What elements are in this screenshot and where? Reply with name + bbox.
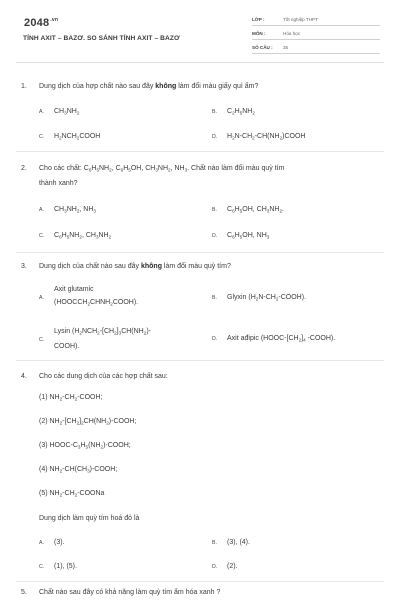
meta-subject-row [252, 30, 380, 40]
meta-grade-label: LỚP : [252, 17, 265, 22]
meta-count-value: 35 [283, 45, 289, 50]
q1-option-a-label[interactable]: A. [39, 109, 44, 115]
q3-option-a-label[interactable]: A. [39, 295, 44, 301]
question-4-prompt: Dung dịch làm quỳ tím hoá đỏ là [39, 515, 140, 522]
question-4-stem: Cho các dung dịch của các hợp chất sau: [39, 373, 168, 380]
q1-option-c-text[interactable]: $H_2NCH_2COOH$ [54, 133, 101, 141]
q2-option-a-label[interactable]: A. [39, 207, 44, 213]
question-4-item-5: (5) $NH_2-CH_2$-COONa [39, 490, 105, 498]
q2-option-d-text[interactable]: $C_6H_5OH$, $NH_3$ [227, 232, 270, 240]
q3-option-b-text[interactable]: Glyxin $(H_2N-CH_2-COOH)$. [227, 294, 307, 302]
q3-option-c-label[interactable]: C. [39, 337, 45, 343]
meta-subject-label: MÔN : [252, 31, 266, 36]
q3-option-c-text-line-1[interactable]: Lysin ($H_2NCH_2-[CH_2]_3CH(NH_2)-$ [54, 328, 151, 336]
q3-option-a-text-line-1[interactable]: Axit glutamic [54, 286, 94, 293]
question-4-item-2: (2) $NH_2-[CH_2]_2CH(NH_2)$-COOH; [39, 418, 137, 426]
question-3-stem: Dung dịch của chất nào sau đây không làm đổi màu quỳ tím? [39, 263, 231, 270]
q4-option-d-label[interactable]: D. [212, 564, 218, 570]
question-1-stem: Dung dịch của hợp chất nào sau đây không làm đổi màu giấy quì ẩm? [39, 83, 259, 90]
q2-option-c-text[interactable]: $C_6H_5NH_2$, $CH_3NH_2$ [54, 232, 112, 240]
q2-option-a-text[interactable]: $CH_3NH_2$, $NH_3$ [54, 206, 96, 214]
q1-option-a-text[interactable]: $CH_3NH_2$ [54, 108, 80, 116]
question-divider [16, 151, 384, 152]
q4-option-b-label[interactable]: B. [212, 540, 217, 546]
question-2-stem-line-1: Cho các chất: $C_6H_5NH_2$, $C_6H_5OH$, $CH_3NH_2$, $NH_3$. Chất nào làm đổi màu quỳ tím [39, 165, 285, 173]
question-5-number: 5. [21, 589, 27, 596]
q2-option-c-label[interactable]: C. [39, 233, 45, 239]
q3-option-d-label[interactable]: D. [212, 336, 218, 342]
q4-option-a-label[interactable]: A. [39, 540, 44, 546]
question-3-number: 3. [21, 263, 27, 270]
q4-option-c-text[interactable]: (1), (5). [54, 563, 77, 570]
question-4-item-4: (4) $NH_2-CH(CH_3)$-COOH; [39, 466, 118, 474]
question-2-number: 2. [21, 165, 27, 172]
q2-option-b-text[interactable]: $C_6H_5OH$, $CH_3NH_2$. [227, 206, 284, 214]
q1-option-b-text[interactable]: $C_2H_5NH_2$ [227, 108, 255, 116]
q1-option-d-label[interactable]: D. [212, 134, 218, 140]
q1-option-c-label[interactable]: C. [39, 134, 45, 140]
question-divider [16, 581, 384, 582]
q3-option-c-text-line-2[interactable]: COOH). [54, 343, 80, 350]
question-2-stem-line-2: thành xanh? [39, 180, 78, 187]
q1-option-d-text[interactable]: $H_2N-CH_2-CH(NH_2)COOH$ [227, 133, 306, 141]
meta-subject-value: Hóa học [283, 31, 301, 36]
meta-count-row [252, 44, 380, 54]
worksheet-title: TÍNH AXIT – BAZƠ. SO SÁNH TÍNH AXIT – BAZƠ [23, 35, 180, 42]
q3-option-b-label[interactable]: B. [212, 295, 217, 301]
question-divider [16, 252, 384, 253]
question-divider [16, 360, 384, 361]
question-1-number: 1. [21, 83, 27, 90]
q4-option-b-text[interactable]: (3), (4). [227, 539, 250, 546]
question-4-item-3: (3) HOOC-$C_3H_5(NH_2)$-COOH; [39, 442, 131, 450]
question-5-stem: Chất nào sau đây có khả năng làm quỳ tím ẩm hóa xanh ? [39, 589, 221, 596]
q2-option-d-label[interactable]: D. [212, 233, 218, 239]
meta-grade-value: Tốt nghiệp THPT [283, 17, 318, 22]
q4-option-d-text[interactable]: (2). [227, 563, 238, 570]
meta-count-label: SỐ CÂU : [252, 45, 273, 50]
site-logo[interactable]: $2048^{.vn}$ [24, 17, 59, 29]
header-divider [16, 62, 384, 63]
question-4-item-1: (1) $NH_2-CH_2$-COOH; [39, 394, 103, 402]
question-4-number: 4. [21, 373, 27, 380]
q4-option-a-text[interactable]: (3). [54, 539, 65, 546]
q4-option-c-label[interactable]: C. [39, 564, 45, 570]
q2-option-b-label[interactable]: B. [212, 207, 217, 213]
q3-option-a-text-line-2[interactable]: $(HOOCCH_2CHNH_2COOH)$. [54, 299, 139, 307]
meta-grade-row [252, 16, 380, 26]
q1-option-b-label[interactable]: B. [212, 109, 217, 115]
q3-option-d-text[interactable]: Axit ađipic ($HOOC-[CH_2]_4$ -COOH). [227, 335, 336, 343]
